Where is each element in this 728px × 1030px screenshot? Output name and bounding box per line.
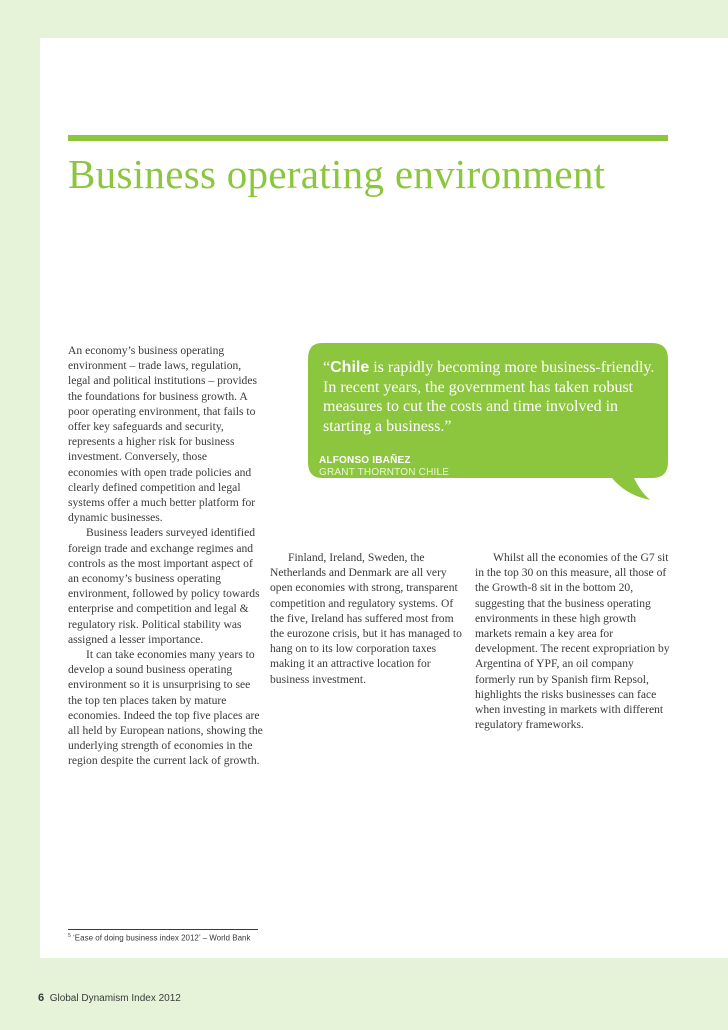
body-column-1 [68, 343, 264, 769]
publication-name: Global Dynamism Index 2012 [49, 993, 181, 1004]
page-number: 6 [38, 992, 45, 1004]
page-footer [38, 992, 181, 1004]
footnote [68, 933, 250, 943]
body-column-2 [270, 550, 464, 687]
quote-open-mark: “ [323, 359, 331, 376]
paragraph: An economy’s business operating environment – trade laws, regulation, legal and political institutions – provides the foundations for business growth. A poor operating environment, that fails to offer key safeguards and security, represents a higher risk for business investment. Conversely, those economies with open trade policies and clearly defined competition and legal systems offer a much better platform for dynamic businesses. [68, 344, 258, 525]
pull-quote [323, 358, 663, 436]
title-rule [68, 135, 668, 141]
paragraph: It can take economies many years to develop a sound business operating environment so it is unsurprising to see the top ten places taken by mature economies. Indeed the top five places are all held by European nations, showing the underlying strength of economies in the region despite the current lack of growth. [68, 648, 263, 768]
footnote-text: ‘Ease of doing business index 2012’ – World Bank [73, 933, 251, 943]
body-column-3 [475, 550, 675, 732]
paragraph: Business leaders surveyed identified foreign trade and exchange regimes and controls as the most important aspect of an economy’s business operating environment, followed by policy towards enterprise and competition and legal & regulatory risk. Political stability was assigned a lesser importance. [68, 526, 260, 646]
paragraph: Finland, Ireland, Sweden, the Netherlands and Denmark are all very open economies with strong, transparent competition and regulatory systems. Of the five, Ireland has suffered most from the eurozone crisis, but it has managed to hang on to its low corporation taxes making it an attractive location for business investment. [270, 551, 462, 686]
page-title: Business operating environment [68, 151, 606, 197]
quote-highlight: Chile [330, 359, 370, 376]
quote-organization: GRANT THORNTON CHILE [319, 467, 450, 478]
paragraph: Whilst all the economies of the G7 sit in the top 30 on this measure, all those of the Growth-8 sit in the bottom 20, suggesting that the business operating environments in these high growth markets remain a key area for development. The recent expropriation by Argentina of YPF, an oil company formerly run by Spanish firm Repsol, highlights the risks businesses can face when investing in markets with different regulatory frameworks. [475, 551, 670, 732]
quote-body: is rapidly becoming more business-friendly. In recent years, the government has taken robust measures to cut the costs and time involved in starting a business.” [323, 359, 655, 435]
footnote-rule [68, 929, 258, 930]
quote-author: ALFONSO IBAÑEZ [319, 455, 411, 466]
footnote-marker: 5 [68, 933, 71, 939]
